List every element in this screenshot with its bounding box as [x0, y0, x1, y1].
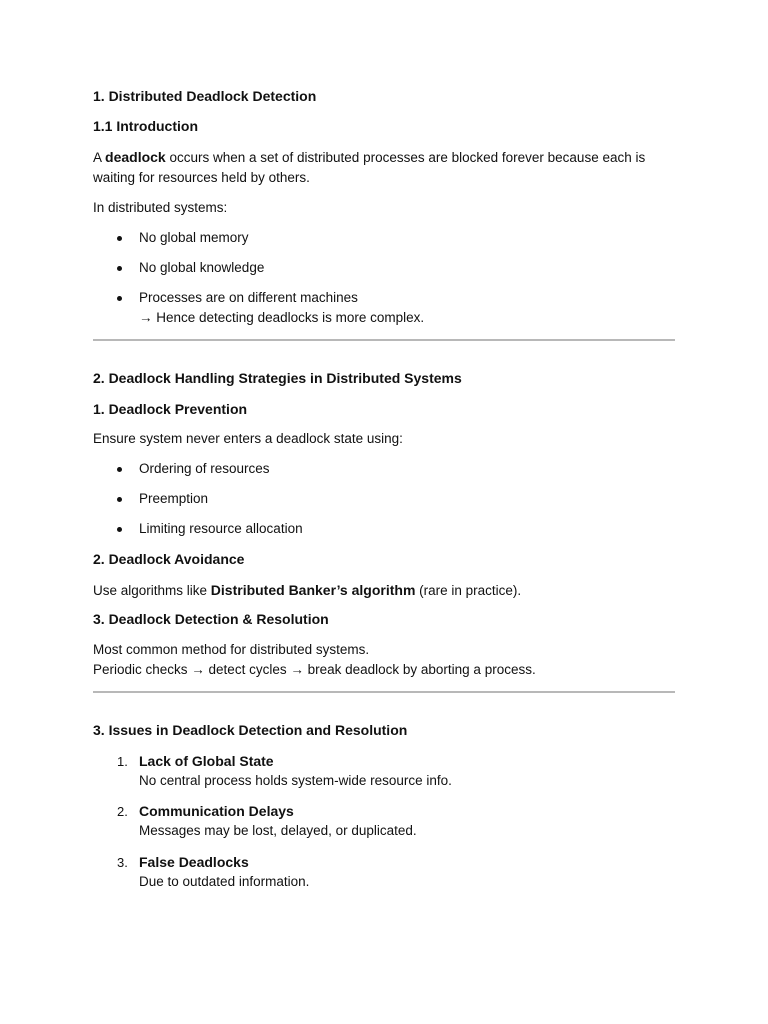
avoidance-text	[93, 580, 678, 601]
item-title: Communication Delays	[139, 803, 294, 819]
detection-text	[93, 640, 678, 680]
intro-pre: A	[93, 150, 106, 165]
intro-post: occurs when a set of distributed processes are blocked forever because each is	[165, 150, 646, 165]
avoidance-heading: 2. Deadlock Avoidance	[93, 551, 245, 567]
bullet-dot	[117, 296, 122, 301]
item-number: 1.	[117, 754, 128, 769]
detection-heading: 3. Deadlock Detection & Resolution	[93, 611, 329, 627]
detection-line-1: Most common method for distributed systems.	[93, 642, 370, 657]
horizontal-divider	[93, 339, 675, 341]
section-1-heading: 1. Distributed Deadlock Detection	[93, 88, 317, 104]
section-1-1-heading: 1.1 Introduction	[93, 118, 198, 134]
section-3-heading: 3. Issues in Deadlock Detection and Resolution	[93, 722, 408, 738]
bullet-dot	[117, 266, 122, 271]
horizontal-divider	[93, 691, 675, 693]
bullet-dot	[117, 527, 122, 532]
avoidance-pre: Use algorithms like	[93, 583, 211, 598]
item-description: Messages may be lost, delayed, or duplicated.	[139, 823, 417, 838]
item-description: No central process holds system-wide resource info.	[139, 773, 452, 788]
bullet-text: Limiting resource allocation	[139, 521, 303, 536]
avoidance-post: (rare in practice).	[415, 583, 522, 598]
bankers-algorithm-term: Distributed Banker’s algorithm	[210, 582, 416, 598]
conclusion-text: → Hence detecting deadlocks is more complex.	[139, 310, 425, 325]
prevention-heading: 1. Deadlock Prevention	[93, 401, 248, 417]
detection-line-2: Periodic checks → detect cycles → break deadlock by aborting a process.	[93, 662, 536, 677]
item-description: Due to outdated information.	[139, 874, 310, 889]
item-title: Lack of Global State	[139, 753, 274, 769]
bullet-dot	[117, 497, 122, 502]
distributed-systems-label: In distributed systems:	[93, 200, 228, 215]
bullet-dot	[117, 467, 122, 472]
item-number: 3.	[117, 855, 128, 870]
intro-paragraph	[93, 147, 678, 188]
section-2-heading: 2. Deadlock Handling Strategies in Distributed Systems	[93, 370, 462, 386]
intro-line2: waiting for resources held by others.	[93, 170, 310, 185]
bullet-dot	[117, 236, 122, 241]
item-number: 2.	[117, 804, 128, 819]
item-title: False Deadlocks	[139, 854, 249, 870]
bullet-text: Processes are on different machines	[139, 290, 358, 305]
prevention-text: Ensure system never enters a deadlock state using:	[93, 431, 403, 446]
deadlock-term: deadlock	[105, 149, 166, 165]
bullet-text: No global memory	[139, 230, 249, 245]
bullet-text: Ordering of resources	[139, 461, 270, 476]
bullet-text: Preemption	[139, 491, 209, 506]
bullet-text: No global knowledge	[139, 260, 265, 275]
